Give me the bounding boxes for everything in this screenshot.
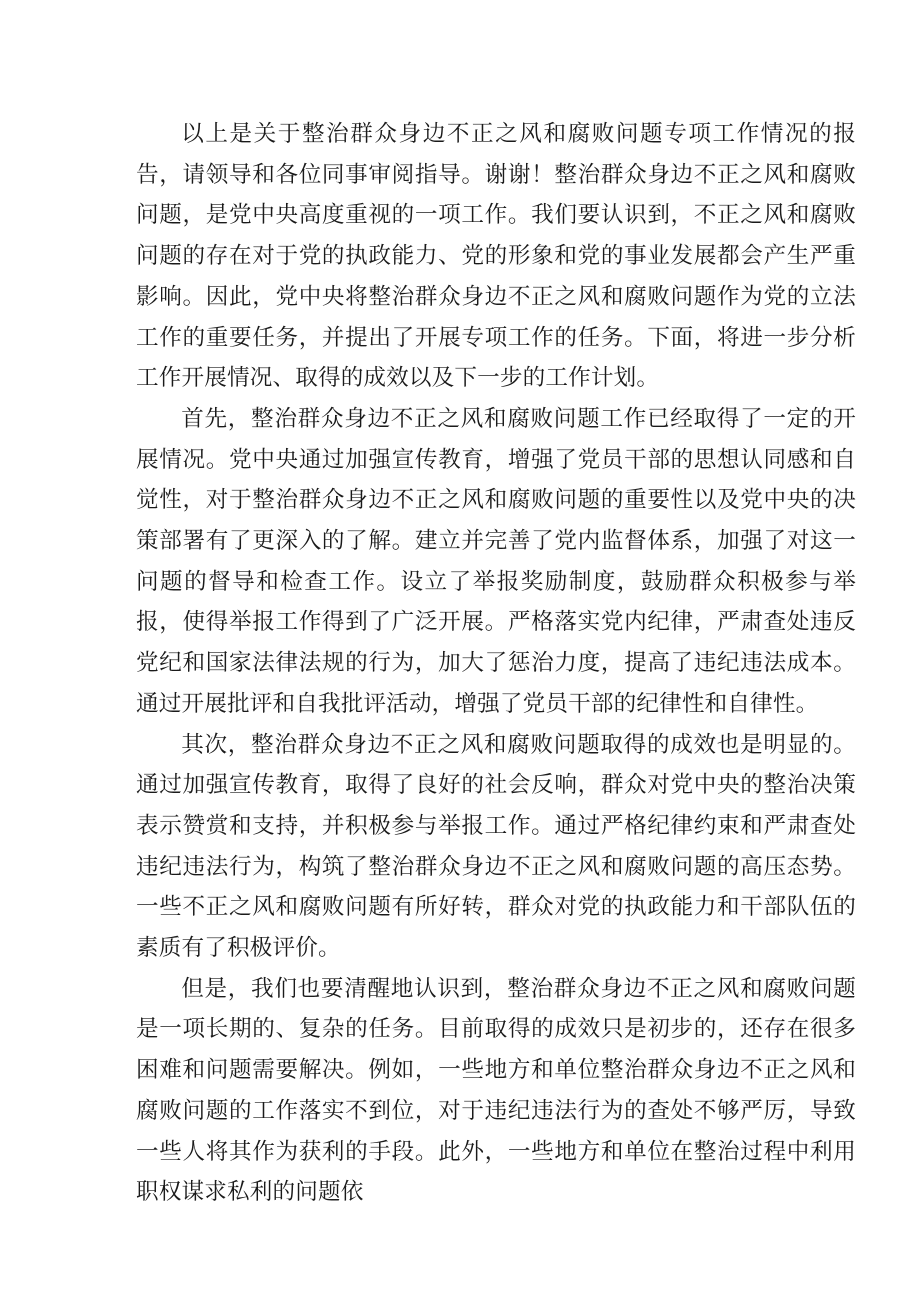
paragraph-report-intro: 以上是关于整治群众身边不正之风和腐败问题专项工作情况的报告，请领导和各位同事审阅指导。谢谢！整治群众身边不正之风和腐败问题，是党中央高度重视的一项工作。我们要认识到，不正之风和腐败问题的存在对于党的执政能力、党的形象和党的事业发展都会产生严重影响。因此，党中央将整治群众身边不正之风和腐败问题作为党的立法工作的重要任务，并提出了开展专项工作的任务。下面，将进一步分析工作开展情况、取得的成效以及下一步的工作计划。 (136, 121, 856, 392)
paragraph-progress: 首先，整治群众身边不正之风和腐败问题工作已经取得了一定的开展情况。党中央通过加强宣传教育，增强了党员干部的思想认同感和自觉性，对于整治群众身边不正之风和腐败问题的重要性以及党中央的决策部署有了更深入的了解。建立并完善了党内监督体系，加强了对这一问题的督导和检查工作。设立了举报奖励制度，鼓励群众积极参与举报，使得举报工作得到了广泛开展。严格落实党内纪律，严肃查处违反党纪和国家法律法规的行为，加大了惩治力度，提高了违纪违法成本。通过开展批评和自我批评活动，增强了党员干部的纪律性和自律性。 (136, 405, 856, 717)
document-body (136, 114, 856, 1213)
paragraph-results: 其次，整治群众身边不正之风和腐败问题取得的成效也是明显的。通过加强宣传教育，取得了良好的社会反响，群众对党中央的整治决策表示赞赏和支持，并积极参与举报工作。通过严格纪律约束和严肃查处违纪违法行为，构筑了整治群众身边不正之风和腐败问题的高压态势。一些不正之风和腐败问题有所好转，群众对党的执政能力和干部队伍的素质有了积极评价。 (136, 731, 856, 962)
paragraph-problems: 但是，我们也要清醒地认识到，整治群众身边不正之风和腐败问题是一项长期的、复杂的任务。目前取得的成效只是初步的，还存在很多困难和问题需要解决。例如，一些地方和单位整治群众身边不正之风和腐败问题的工作落实不到位，对于违纪违法行为的查处不够严厉，导致一些人将其作为获利的手段。此外，一些地方和单位在整治过程中利用职权谋求私利的问题依 (136, 975, 856, 1206)
